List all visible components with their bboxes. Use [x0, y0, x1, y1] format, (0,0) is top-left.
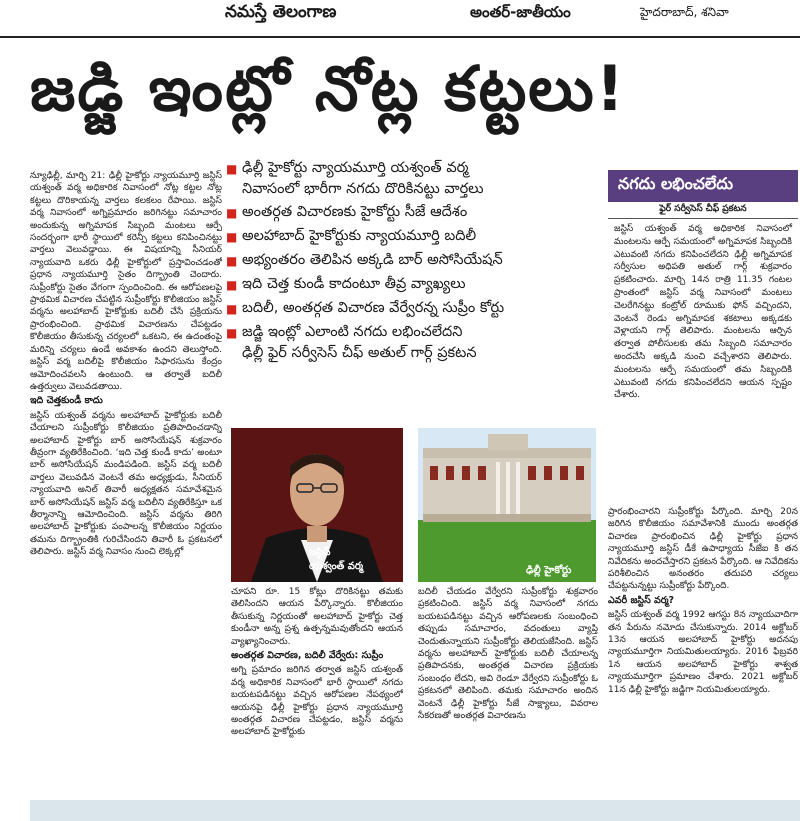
middle-column-1: [231, 586, 403, 795]
highlight-item: ■ జడ్జి ఇంట్లో ఎలాంటి నగదు లభించలేదని: [226, 322, 598, 343]
highlight-item: ■ అంతర్గత విచారణకు హైకోర్టు సీజే ఆదేశం: [226, 202, 598, 223]
bullet-icon: ■: [226, 326, 238, 340]
bullet-icon: ■: [226, 254, 238, 268]
middle-column-2: [418, 586, 598, 795]
court-photo: [418, 428, 596, 582]
sidebar-title: నగదు లభించలేదు: [608, 170, 798, 202]
highlight-item: ఢిల్లీ ఫైర్ సర్వీసెస్ చీఫ్ అతుల్ గార్గ్ ప్రకటన: [242, 345, 477, 361]
highlight-item: ■ బదిలీ, అంతర్గత విచారణ వేర్వేరన్న సుప్రీం కోర్టు: [226, 298, 598, 319]
dateline: హైదరాబాద్, శనివా: [640, 5, 729, 19]
sidebar-box: [608, 170, 798, 500]
court-building-illustration: [418, 428, 596, 582]
right-column-text: ప్రారంభించారని సుప్రీంకోర్టు పేర్కొంది. మార్చి 20న జరిగిన కొలీజియం సమావేశానికి ముందు అంతర్గత విచారణ ప్రారంభించిన ఢిల్లీ హైకోర్టు ప్రధాన న్యాయమూర్తి జస్టిస్ డీకే ఉపాధ్యాయ సీజేఐ కి తన నివేదికను అందచేస్తారని ప్రకటన పేర్కొంది. ఆ నివేదికను పరిశీలించిన అనంతరం తదుపరి చర్యలు చేపట్టనున్నట్టు సుప్రీంకోర్టు పేర్కొంది.: [608, 507, 798, 592]
middle-column-1-text-2: అగ్ని ప్రమాదం జరిగిన తర్వాత జస్టిస్ యశ్వంత్ వర్మ అధికారిక నివాసంలో భారీ స్థాయిలో నగదు బయటపడినట్టు వచ్చిన ఆరోపణల నేపథ్యంలో ఆయనపై ఢిల్లీ హైకోర్టు ప్రధాన న్యాయమూర్తి అంతర్గత విచారణ చేపట్టడం, జస్టిస్ వర్మను అలహాబాద్ హైకోర్టుకు: [231, 665, 403, 738]
left-column-text: న్యూఢిల్లీ, మార్చి 21: ఢిల్లీ హైకోర్టు న్యాయమూర్తి జస్టిస్ యశ్వంత్ వర్మ అధికారిక నివాసంలో నోట్ల కట్టల నోట్ల కట్టలు దొరికాయన్న వార్తలు కలకలం రేపాయి. జస్టిస్ వర్మ నివాసంలో అగ్నిప్రమాదం జరిగినట్టు సమాచారం అందుకున్న అగ్నిమాపక సిబ్బంది మంటలు ఆర్పే సందర్భంగా భారీ స్థాయిలో కరెన్సీ కట్టలు కనిపించినట్టు వార్తలు వెలువడ్డాయి. ఈ విషయాన్ని సీనియర్ న్యాయవాది ఒకరు ఢిల్లీ హైకోర్టులో ప్రస్తావించడంతో ప్రధాన న్యాయమూర్తి సైతం దిగ్భ్రాంతి చెందారు. సుప్రీంకోర్టు సైతం వేగంగా స్పందించింది. ఈ ఆరోపణలపై ప్రాథమిక విచారణ చేపట్టిన సుప్రీంకోర్టు కొలీజియం జస్టిస్ వర్మను అలహాబాద్ హైకోర్టుకు బదిలీ చేసే ప్రక్రియను ప్రారంభించింది. ప్రాథమిక విచారణను చేపట్టడం కొలీజియం తీసుకున్న చర్యలలో ఒకటని, ఈ ఉదంతంపై మరిన్ని చర్యలు ఉండే అవకాశం ఉందని తెలుస్తోంది. జస్టిస్ వర్మ బదిలీపై కొలీజియం సిఫారసును కేంద్రం ఆమోదించవలసి ఉంటుంది. ఆ తర్వాతే బదిలీ ఉత్తర్వులు వెలువడతాయి.: [30, 171, 222, 392]
left-column-text-2: జస్టిస్ యశ్వంత్ వర్మను అలహాబాద్ హైకోర్టుకు బదిలీ చేయాలని సుప్రీంకోర్టు కొలీజియం ప్రతిపాదించడాన్ని అలహాబాద్ హైకోర్టు బార్ అసోసియేషన్ శుక్రవారం తీవ్రంగా వ్యతిరేకించింది. ‘ఇది చెత్త కుండీ కాదు’ అంటూ బార్ అసోసియేషన్ మండిపడింది. జస్టిస్ వర్మ బదిలీ వార్తలు వెలువడిన వెంటనే తమ అధ్యక్షుడు, సీనియర్ న్యాయవాది అనిల్ తివారీ అధ్యక్షతన సమావేశమైన బార్ అసోసియేషన్ జస్టిస్ వర్మ బదిలీని వ్యతిరేకిస్తూ ఒక తీర్మానాన్ని ఆమోదించింది. జస్టిస్ వర్మను తిరిగి అలహాబాద్ హైకోర్టుకు పంపాలన్న కొలీజియం నిర్ణయం తమను దిగ్భ్రాంతికి గురిచేసిందని తివారీ ఓ ప్రకటనలో తెలిపారు. జస్టిస్ వర్మ నివాసం నుంచి లెక్కల్లో: [30, 410, 222, 558]
highlight-item: ■ అలహాబాద్ హైకోర్టుకు న్యాయమూర్తి బదిలీ: [226, 226, 598, 247]
bullet-icon: ■: [226, 302, 238, 316]
section-name: అంతర్-జాతీయం: [470, 3, 571, 21]
newspaper-name: నమస్తే తెలంగాణ: [225, 2, 337, 22]
right-column: [608, 506, 798, 795]
middle-column-1-text: చూపని రూ. 15 కోట్లు దొరికినట్టు తమకు తెలిసిందని ఆయన పేర్కొన్నారు. కొలీజియం తీసుకున్న నిర్ణయంతో అలహాబాద్ హైకోర్టు చెత్త కుండీనా అన్న ప్రశ్న ఉత్పన్నమవుతోందని ఆయన వ్యాఖ్యానించారు.: [231, 587, 403, 647]
next-article-strip: [30, 800, 800, 821]
right-subhead: ఎవరీ జస్టిస్ వర్మ?: [608, 594, 675, 606]
middle-subhead: అంతర్గత విచారణ, బదిలీ వేర్వేరు: సుప్రీం: [231, 650, 384, 662]
right-column-text-2: జస్టిస్ యశ్వంత్ వర్మ 1992 ఆగస్టు 8న న్యాయవాదిగా తన పేరును నమోదు చేసుకున్నారు. 2014 అక్టోబర్ 13న ఆయన అలహాబాద్ హైకోర్టు అదనపు న్యాయమూర్తిగా నియమితులయ్యారు. 2016 ఫిబ్రవరి 1న ఆయన అలహాబాద్ హైకోర్టు శాశ్వత న్యాయమూర్తిగా ప్రమాణం చేశారు. 2021 అక్టోబర్ 11న ఢిల్లీ హైకోర్టు జడ్జిగా నియమితులయ్యారు.: [608, 610, 798, 695]
bullet-icon: ■: [226, 206, 238, 220]
bullet-icon: ■: [226, 162, 238, 176]
main-headline: జడ్జి ఇంట్లో నోట్ల కట్టలు!: [30, 52, 626, 125]
judge-photo: [231, 428, 403, 582]
bullet-icon: ■: [226, 278, 238, 292]
highlight-item: ■ అభ్యంతరం తెలిపిన అక్కడి బార్ అసోసియేషన్: [226, 250, 598, 271]
left-subhead: ఇది చెత్తకుండీ కాదు: [30, 395, 103, 407]
highlight-item: నివాసంలో భారీగా నగదు దొరికినట్టు వార్తలు: [242, 181, 484, 197]
masthead-strip: [0, 0, 800, 38]
sidebar-subtitle: ఫైర్ సర్వీసెస్ చీఫ్ ప్రకటన: [608, 202, 798, 219]
photo-caption: జస్టిస్ యశ్వంత్ వర్మ: [309, 547, 364, 572]
left-column: [30, 170, 222, 795]
middle-column-2-text: బదిలీ చేయడం వేర్వేరని సుప్రీంకోర్టు శుక్రవారం ప్రకటించింది. జస్టిస్ వర్మ నివాసంలో నగదు బయటపడినట్టు వచ్చిన ఆరోపణలకు సంబంధించి తప్పుడు సమాచారం, వదంతులు వ్యాప్తి చెందుతున్నాయని సుప్రీంకోర్టు తెలియజేసింది. జస్టిస్ వర్మను అలహాబాద్ హైకోర్టుకు బదిలీ చేయాలన్న ప్రతిపాదనకు, అంతర్గత విచారణ ప్రక్రియకు సంబంధం లేదని, అవి రెండూ వేర్వేరని సుప్రీంకోర్టు ఓ ప్రకటనలో తెలిపింది. తమకు సమాచారం అందిన వెంటనే ఢిల్లీ హైకోర్టు సీజే సాక్ష్యాలు, వివరాల సేకరణతో అంతర్గత విచారణను: [418, 587, 598, 722]
photo-caption: ఢిల్లీ హైకోర్టు: [526, 565, 572, 576]
highlight-item: ■ ఇది చెత్త కుండీ కాదంటూ తీవ్ర వ్యాఖ్యలు: [226, 274, 598, 295]
sidebar-body: జస్టిస్ యశ్వంత్ వర్మ అధికారిక నివాసంలో మంటలను ఆర్పే సమయంలో అగ్నిమాపక సిబ్బందికి ఎటువంటి నగదు కనిపించలేదని ఢిల్లీ అగ్నిమాపక సర్వీసుల అధిపతి అతుల్ గార్గ్ శుక్రవారం ప్రకటించారు. మార్చి 14న రాత్రి 11.35 గంటల ప్రాంతంలో జస్టిస్ వర్మ నివాసంలో మంటలు చెలరేగినట్టు కంట్రోల్ రూముకు ఫోన్ వచ్చిందని, వెంటనే రెండు అగ్నిమాపక శకటాలు అక్కడకు వెళ్లాయని గార్గ్ తెలిపారు. మంటలను ఆర్పిన తర్వాత పోలీసులకు తమ సిబ్బంది సమాచారం అందచేసి అక్కడి నుంచి వచ్చేశారని తెలిపారు. మంటలను ఆర్పే సమయంలో తమ సిబ్బందికి ఎటువంటి నగదు కనిపించలేదని ఆయన స్పష్టం చేశారు.: [614, 224, 792, 401]
highlights-list: [226, 158, 598, 420]
highlight-item: ■ ఢిల్లీ హైకోర్టు న్యాయమూర్తి యశ్వంత్ వర్మ: [226, 158, 598, 179]
bullet-icon: ■: [226, 230, 238, 244]
